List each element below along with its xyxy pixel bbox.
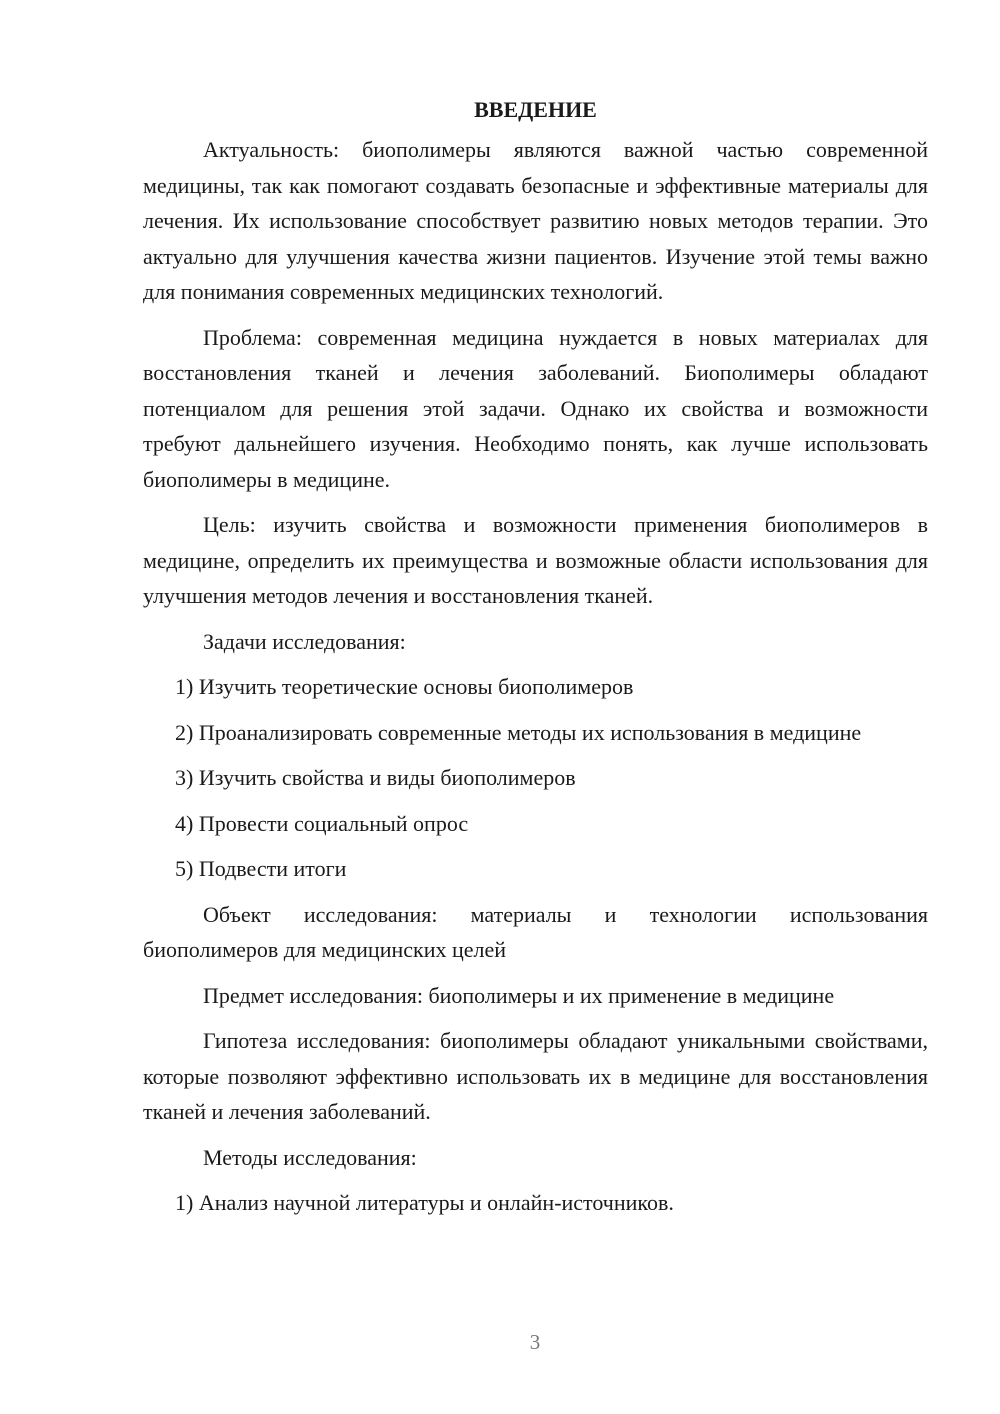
task-item-5: 5) Подвести итоги	[175, 856, 347, 881]
task-item-3: 3) Изучить свойства и виды биополимеров	[175, 765, 576, 790]
subject-paragraph: Предмет исследования: биополимеры и их применение в медицине	[203, 982, 835, 1008]
task-item-2: 2) Проанализировать современные методы их использования в медицине	[175, 719, 862, 745]
task-item-4: 4) Провести социальный опрос	[175, 810, 469, 836]
document-page	[143, 92, 928, 1231]
task-item-1: 1) Изучить теоретические основы биополимеров	[175, 674, 634, 699]
goal-paragraph: Цель: изучить свойства и возможности применения биополимеров в медицине, определить их преимущества и возможные области использования для улучшения методов лечения и восстановления тканей.	[143, 512, 928, 608]
page-number: 3	[529, 1330, 541, 1354]
relevance-paragraph: Актуальность: биополимеры являются важной частью современной медицины, так как помогают создавать безопасные и эффективные материалы для лечения. Их использование способствует развитию новых методов терапии. Это актуально для улучшения качества жизни пациентов. Изучение этой темы важно для понимания современных медицинских технологий.	[143, 137, 928, 304]
tasks-title: Задачи исследования:	[203, 628, 406, 654]
object-paragraph: Объект исследования: материалы и технологии использования биополимеров для медицинских целей	[143, 901, 928, 962]
hypothesis-paragraph: Гипотеза исследования: биополимеры обладают уникальными свойствами, которые позволяют эффективно использовать их в медицине для восстановления тканей и лечения заболеваний.	[143, 1028, 928, 1124]
method-item-1: 1) Анализ научной литературы и онлайн-источников.	[175, 1190, 674, 1215]
problem-paragraph: Проблема: современная медицина нуждается в новых материалах для восстановления тканей и лечения заболеваний. Биополимеры обладают потенциалом для решения этой задачи. Однако их свойства и возможности требуют дальнейшего изучения. Необходимо понять, как лучше использовать биополимеры в медицине.	[143, 324, 928, 492]
section-heading: ВВЕДЕНИЕ	[474, 97, 597, 122]
methods-title: Методы исследования:	[203, 1144, 417, 1170]
